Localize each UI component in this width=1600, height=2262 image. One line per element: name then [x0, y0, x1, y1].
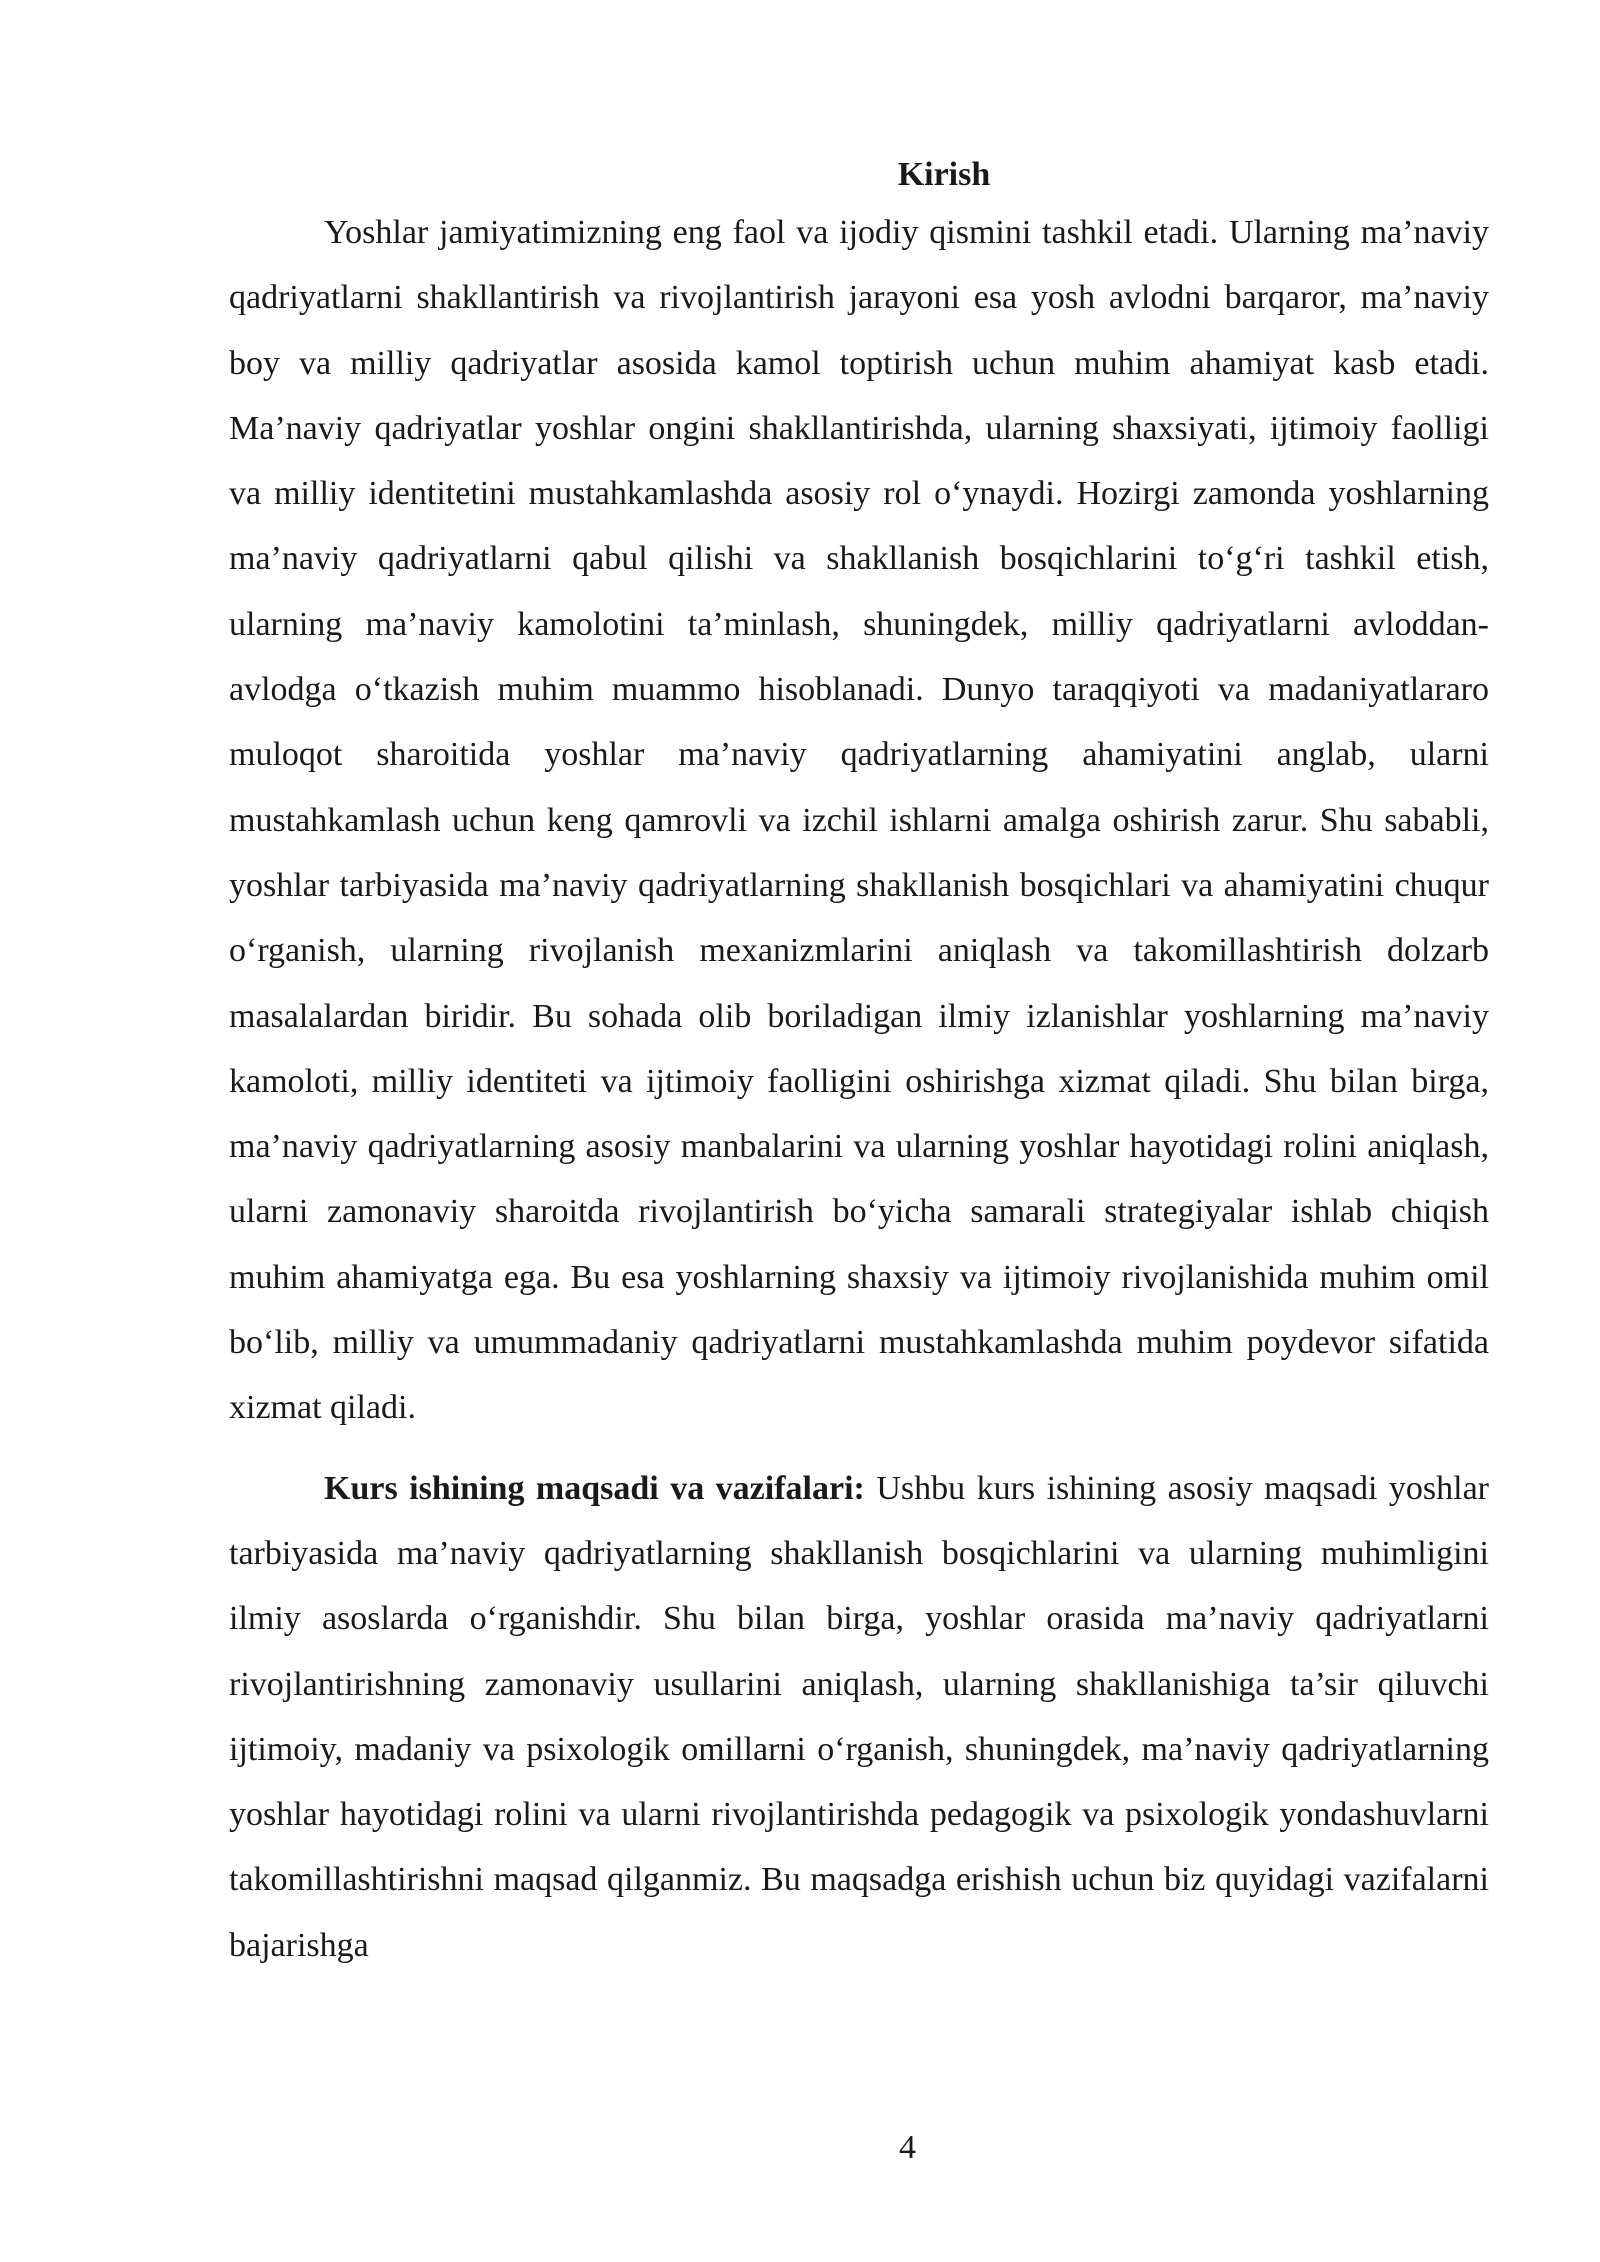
goals-paragraph-lead: Kurs ishining maqsadi va vazifalari: [324, 1469, 865, 1507]
document-page [229, 150, 1489, 1978]
section-heading: Kirish [897, 156, 991, 193]
goals-paragraph [229, 1456, 1489, 1978]
goals-paragraph-body: Ushbu kurs ishining asosiy maqsadi yoshlar tarbiyasida ma’naviy qadriyatlarning shakllanish bosqichlarini va ularning muhimligini ilmiy asoslarda o‘rganishdir. Shu bilan birga, yoshlar orasida ma’naviy qadriyatlarni rivojlantirishning zamonaviy usullarini aniqlash, ularning shakllanishiga ta’sir qiluvchi ijtimoiy, madaniy va psixologik omillarni o‘rganish, shuningdek, ma’naviy qadriyatlarning yoshlar hayotidagi rolini va ularni rivojlantirishda pedagogik va psixologik yondashuvlarni takomillashtirishni maqsad qilganmiz. Bu maqsadga erishish uchun biz quyidagi vazifalarni bajarishga [229, 1469, 1489, 1964]
page-number: 4 [899, 2129, 916, 2166]
intro-paragraph: Yoshlar jamiyatimizning eng faol va ijodiy qismini tashkil etadi. Ularning ma’naviy qadriyatlarni shakllantirish va rivojlantirish jarayoni esa yosh avlodni barqaror, ma’naviy boy va milliy qadriyatlar asosida kamol toptirish uchun muhim ahamiyat kasb etadi. Ma’naviy qadriyatlar yoshlar ongini shakllantirishda, ularning shaxsiyati, ijtimoiy faolligi va milliy identitetini mustahkamlashda asosiy rol o‘ynaydi. Hozirgi zamonda yoshlarning ma’naviy qadriyatlarni qabul qilishi va shakllanish bosqichlarini to‘g‘ri tashkil etish, ularning ma’naviy kamolotini ta’minlash, shuningdek, milliy qadriyatlarni avloddan-avlodga o‘tkazish muhim muammo hisoblanadi. Dunyo taraqqiyoti va madaniyatlararo muloqot sharoitida yoshlar ma’naviy qadriyatlarning ahamiyatini anglab, ularni mustahkamlash uchun keng qamrovli va izchil ishlarni amalga oshirish zarur. Shu sababli, yoshlar tarbiyasida ma’naviy qadriyatlarning shakllanish bosqichlari va ahamiyatini chuqur o‘rganish, ularning rivojlanish mexanizmlarini aniqlash va takomillashtirish dolzarb masalalardan biridir. Bu sohada olib boriladigan ilmiy izlanishlar yoshlarning ma’naviy kamoloti, milliy identiteti va ijtimoiy faolligini oshirishga xizmat qiladi. Shu bilan birga, ma’naviy qadriyatlarning asosiy manbalarini va ularning yoshlar hayotidagi rolini aniqlash, ularni zamonaviy sharoitda rivojlantirish bo‘yicha samarali strategiyalar ishlab chiqish muhim ahamiyatga ega. Bu esa yoshlarning shaxsiy va ijtimoiy rivojlanishida muhim omil bo‘lib, milliy va umummadaniy qadriyatlarni mustahkamlashda muhim poydevor sifatida xizmat qiladi. [229, 214, 1489, 1427]
